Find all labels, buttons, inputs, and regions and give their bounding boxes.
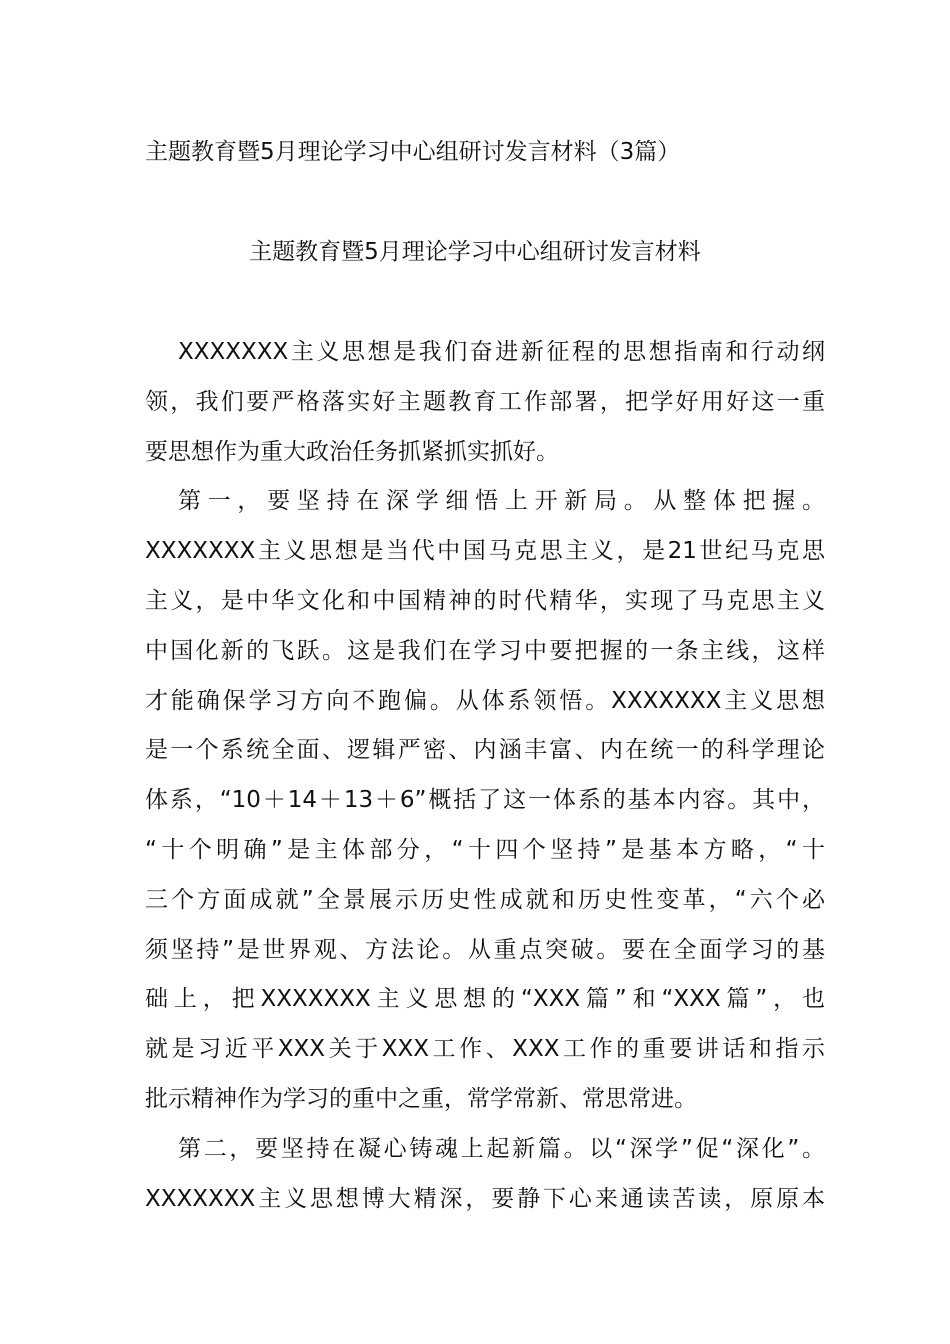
body-line: 领，我们要严格落实好主题教育工作部署，把学好用好这一重 xyxy=(145,388,825,415)
body-line: 三个方面成就”全景展示历史性成就和历史性变革，“六个必 xyxy=(145,886,825,913)
document-title: 主题教育暨5月理论学习中心组研讨发言材料（3篇） xyxy=(145,139,681,165)
body-line: 中国化新的飞跃。这是我们在学习中要把握的一条主线，这样 xyxy=(145,637,825,664)
document-body xyxy=(145,328,825,1224)
body-line: XXXXXXX主义思想是我们奋进新征程的思想指南和行动纲 xyxy=(178,339,825,365)
document-subtitle: 主题教育暨5月理论学习中心组研讨发言材料 xyxy=(249,239,701,265)
body-line: 须坚持”是世界观、方法论。从重点突破。要在全面学习的基 xyxy=(145,936,825,963)
body-line: 主义，是中华文化和中国精神的时代精华，实现了马克思主义 xyxy=(145,587,825,614)
body-line: 批示精神作为学习的重中之重，常学常新、常思常进。 xyxy=(145,1085,697,1112)
body-line: XXXXXXX主义思想博大精深，要静下心来通读苦读，原原本 xyxy=(145,1185,825,1212)
body-line: 础上，把XXXXXXX主义思想的“XXX篇”和“XXX篇”，也 xyxy=(145,986,825,1013)
body-line: 才能确保学习方向不跑偏。从体系领悟。XXXXXXX主义思想 xyxy=(145,687,825,714)
body-line: 体系，“10＋14＋13＋6”概括了这一体系的基本内容。其中， xyxy=(145,787,825,814)
body-line: 要思想作为重大政治任务抓紧抓实抓好。 xyxy=(145,438,559,465)
body-line: XXXXXXX主义思想是当代中国马克思主义，是21世纪马克思 xyxy=(145,538,825,565)
body-line: 是一个系统全面、逻辑严密、内涵丰富、内在统一的科学理论 xyxy=(145,737,825,764)
body-line: 第二，要坚持在凝心铸魂上起新篇。以“深学”促“深化”。 xyxy=(178,1135,825,1162)
body-line: 第一，要坚持在深学细悟上开新局。从整体把握。 xyxy=(178,488,825,515)
body-line: 就是习近平XXX关于XXX工作、XXX工作的重要讲话和指示 xyxy=(145,1036,825,1063)
body-line: “十个明确”是主体部分，“十四个坚持”是基本方略，“十 xyxy=(145,836,825,863)
